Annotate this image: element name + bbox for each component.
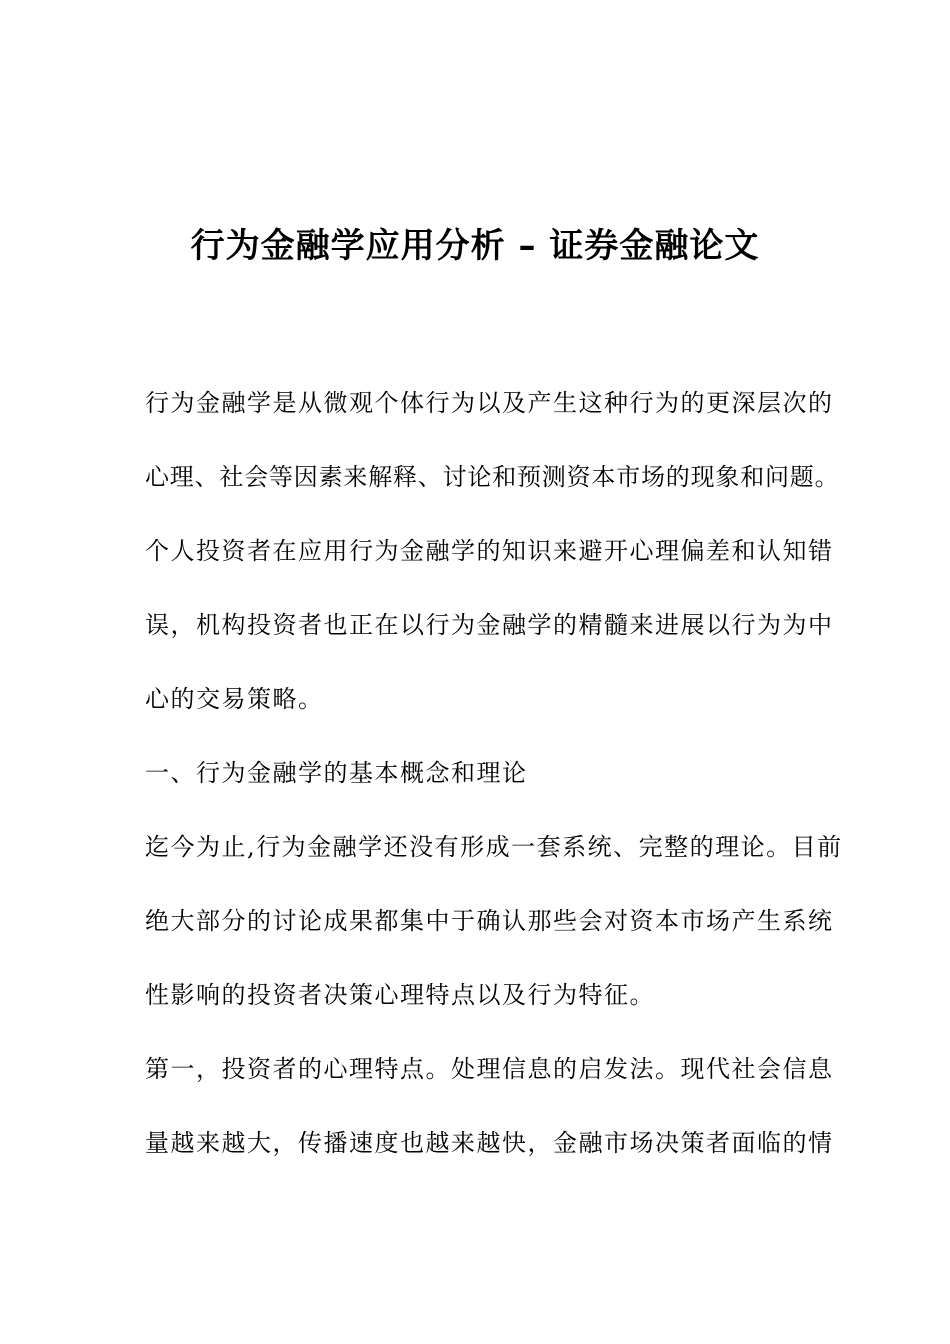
body-line: 量越来越大，传播速度也越来越快，金融市场决策者面临的情 <box>145 1129 834 1157</box>
body-line: 个人投资者在应用行为金融学的知识来避开心理偏差和认知错 <box>145 537 834 565</box>
section-heading: 一、行为金融学的基本概念和理论 <box>145 759 528 787</box>
body-line: 行为金融学是从微观个体行为以及产生这种行为的更深层次的 <box>145 389 834 417</box>
body-line: 性影响的投资者决策心理特点以及行为特征。 <box>145 981 655 1009</box>
body-line: 心理、社会等因素来解释、讨论和预测资本市场的现象和问题。 <box>145 463 840 491</box>
body-line: 心的交易策略。 <box>145 685 324 713</box>
body-line: 第一，投资者的心理特点。处理信息的启发法。现代社会信息 <box>145 1055 834 1083</box>
body-line: 迄今为止,行为金融学还没有形成一套系统、完整的理论。目前 <box>145 833 843 861</box>
document-title: 行为金融学应用分析 – 证券金融论文 <box>190 226 760 266</box>
body-line: 误，机构投资者也正在以行为金融学的精髓来进展以行为为中 <box>145 611 834 639</box>
body-line: 绝大部分的讨论成果都集中于确认那些会对资本市场产生系统 <box>145 907 834 935</box>
document-body <box>145 378 843 1172</box>
